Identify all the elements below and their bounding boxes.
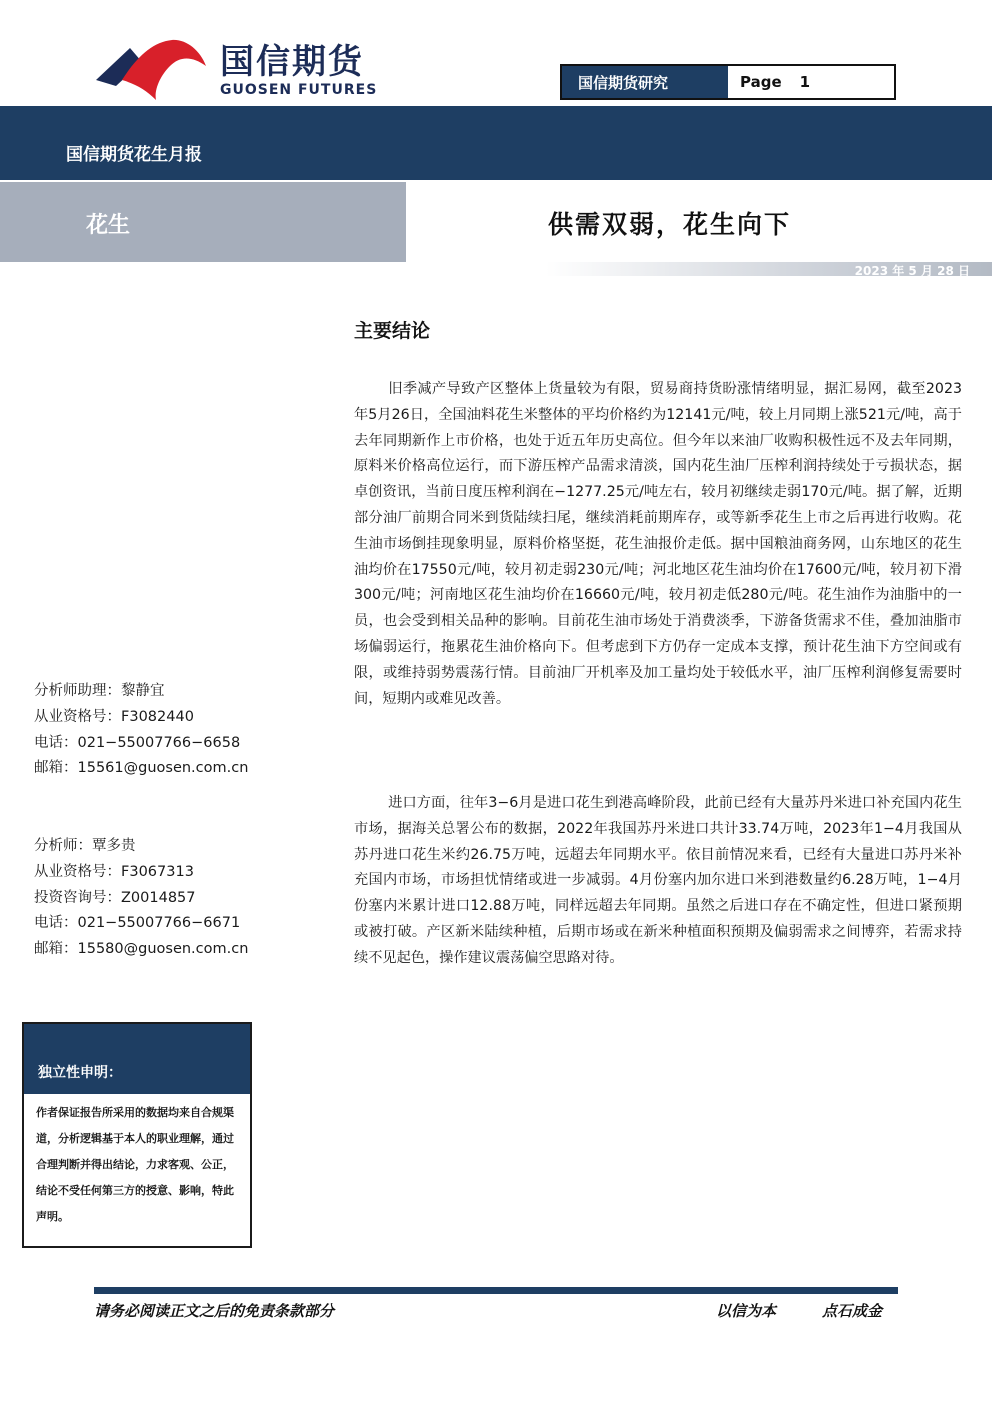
footer-motto-1: 以信为本 <box>716 1302 777 1320</box>
page-number: 1 <box>799 73 811 91</box>
analyst-cert: 从业资格号：F3067313 <box>34 863 194 880</box>
category-band <box>0 182 406 262</box>
analyst-assistant-info <box>34 679 248 782</box>
analyst-phone: 电话：021−55007766−6671 <box>34 915 241 932</box>
paragraph-domestic <box>354 377 962 712</box>
declaration-header <box>24 1024 250 1094</box>
research-tag: 国信期货研究 <box>562 66 728 98</box>
logo-chinese-text: 国信期货 <box>220 42 364 82</box>
paragraph-import-text: 进口方面，往年3−6月是进口花生到港高峰阶段，此前已经有大量苏丹米进口补充国内花生市场，据海关总署公布的数据，2022年我国苏丹米进口共计33.74万吨，2023年1−4月我国从苏丹进口花生米约26.75万吨，远超去年同期水平。依目前情况来看，已经有大量进口苏丹米补充国内市场，市场担忧情绪或进一步减弱。4月份塞内加尔进口米到港数量约6.28万吨，1−4月份塞内米累计进口12.88万吨，同样远超去年同期。虽然之后进口存在不确定性，但进口紧预期或被打破。产区新米陆续种植，后期市场或在新米种植面积预期及偏弱需求之间博弈，若需求持续不见起色，操作建议震荡偏空思路对待。 <box>354 795 962 966</box>
report-headline: 供需双弱，花生向下 <box>548 210 792 239</box>
company-logo <box>96 34 386 104</box>
footer-motto-2: 点石成金 <box>822 1302 883 1320</box>
declaration-title: 独立性申明： <box>38 1065 122 1081</box>
assistant-name: 分析师助理：黎静宜 <box>34 683 165 699</box>
assistant-email[interactable]: 邮箱：15561@guosen.com.cn <box>34 760 249 777</box>
assistant-cert: 从业资格号：F3082440 <box>34 708 194 725</box>
page-tag-box <box>560 64 896 100</box>
section-title: 主要结论 <box>354 320 431 342</box>
logo-mark-icon <box>96 36 208 102</box>
declaration-body: 作者保证报告所采用的数据均来自合规渠道，分析逻辑基于本人的职业理解，通过合理判断并得出结论，力求客观、公正，结论不受任何第三方的授意、影响，特此声明。 <box>36 1106 234 1223</box>
date-strip <box>0 262 992 276</box>
footer-bar <box>94 1287 898 1294</box>
logo-english-text: GUOSEN FUTURES <box>220 82 378 98</box>
page-indicator <box>730 66 810 98</box>
assistant-phone: 电话：021−55007766−6658 <box>34 734 241 751</box>
paragraph-import <box>354 791 962 972</box>
independence-declaration <box>22 1022 252 1248</box>
analyst-info <box>34 834 248 963</box>
report-type-title: 国信期货花生月报 <box>66 145 202 165</box>
analyst-name: 分析师：覃多贵 <box>34 838 136 854</box>
category-label: 花生 <box>86 213 131 238</box>
page-label: Page <box>740 73 782 91</box>
analyst-advisory: 投资咨询号：Z0014857 <box>34 889 196 906</box>
footer-disclaimer-note: 请务必阅读正文之后的免责条款部分 <box>94 1302 335 1320</box>
report-date: 2023 年 5 月 28 日 <box>854 264 970 278</box>
analyst-email[interactable]: 邮箱：15580@guosen.com.cn <box>34 941 249 958</box>
paragraph-domestic-text: 旧季减产导致产区整体上货量较为有限，贸易商持货盼涨情绪明显，据汇易网，截至2023年5月26日，全国油料花生米整体的平均价格约为12141元/吨，较上月同期上涨521元/吨，高于去年同期新作上市价格，也处于近五年历史高位。但今年以来油厂收购积极性远不及去年同期，原料米价格高位运行，而下游压榨产品需求清淡，国内花生油厂压榨利润持续处于亏损状态，据卓创资讯，当前日度压榨利润在−1277.25元/吨左右，较月初继续走弱170元/吨。据了解，近期部分油厂前期合同米到货陆续扫尾，继续消耗前期库存，或等新季花生上市之后再进行收购。花生油市场倒挂现象明显，原料价格坚挺，花生油报价走低。据中国粮油商务网，山东地区的花生油均价在17550元/吨，较月初走弱230元/吨；河北地区花生油均价在17600元/吨，较月初下滑300元/吨；河南地区花生油均价在16660元/吨，较月初走低280元/吨。花生油作为油脂中的一员，也会受到相关品种的影响。目前花生油市场处于消费淡季，下游备货需求不佳，叠加油脂市场偏弱运行，拖累花生油价格向下。但考虑到下方仍存一定成本支撑，预计花生油下方空间或有限，或维持弱势震荡行情。目前油厂开机率及加工量均处于较低水平，油厂压榨利润修复需要时间，短期内或难见改善。 <box>354 381 962 707</box>
